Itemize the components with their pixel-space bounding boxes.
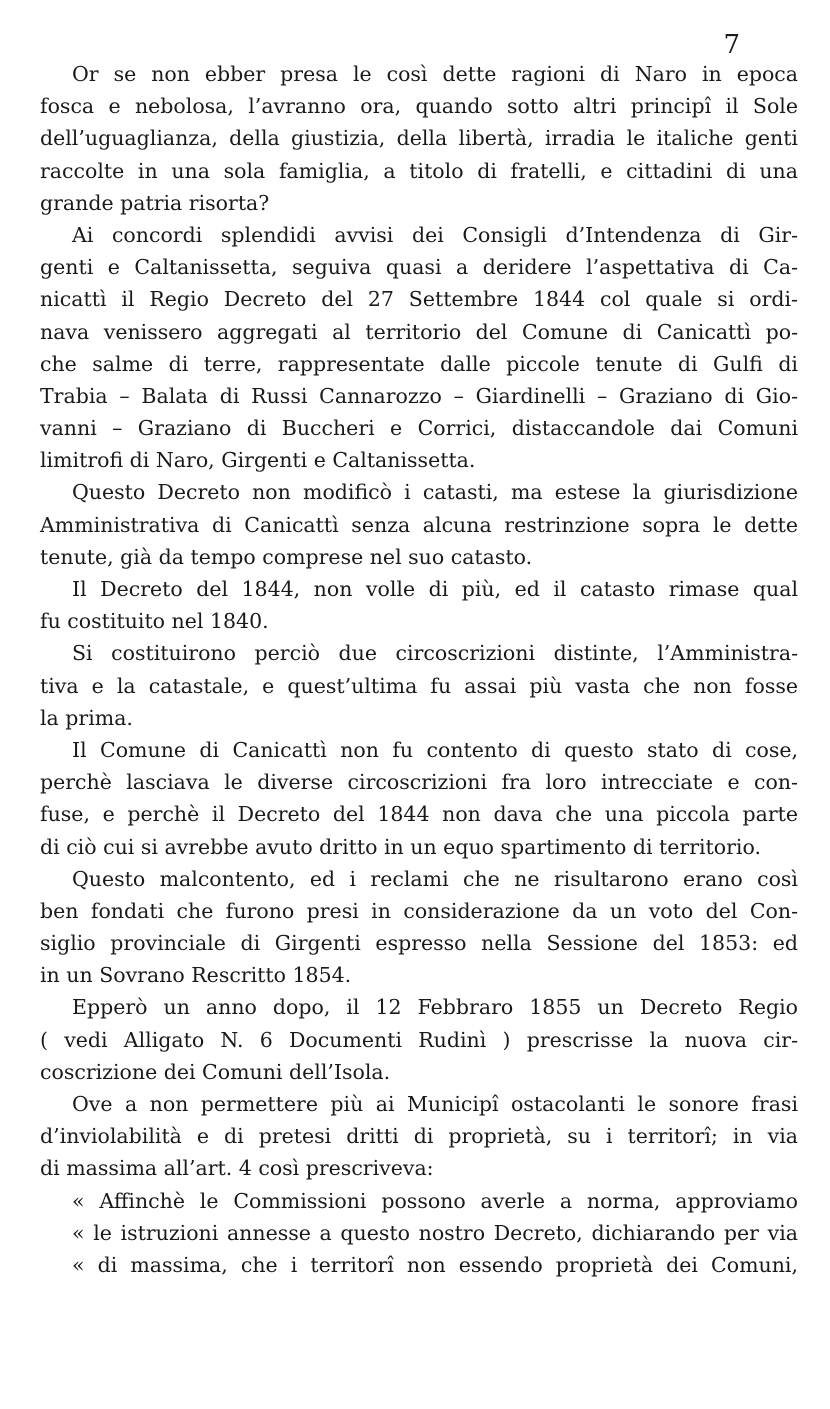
text-line: perchè lasciava le diverse circoscrizioni fra loro intrecciate e con- [40, 770, 798, 795]
text-line: Trabia – Balata di Russi Cannarozzo – Giardinelli – Graziano di Gio- [40, 383, 798, 408]
text-line: Il Decreto del 1844, non volle di più, ed il catasto rimase qual [72, 577, 798, 601]
text-line: vanni – Graziano di Buccheri e Corrici, distaccandole dai Comuni [40, 416, 798, 441]
page-number: 7 [723, 30, 740, 60]
text-line: d’inviolabilità e di pretesi dritti di proprietà, su i territorî; in via [40, 1124, 798, 1149]
text-line: la prima. [40, 705, 133, 730]
text-line: grande patria risorta? [40, 190, 270, 215]
text-line: ( vedi Alligato N. 6 Documenti Rudinì ) prescrisse la nuova cir- [40, 1027, 798, 1052]
text-line: « di massima, che i territorî non essendo proprietà dei Comuni, [72, 1252, 798, 1277]
text-line: di ciò cui si avrebbe avuto dritto in un equo spartimento di territorio. [40, 834, 761, 859]
text-line: tiva e la catastale, e quest’ultima fu assai più vasta che non fosse [40, 673, 798, 698]
text-line: dell’uguaglianza, della giustizia, della libertà, irradia le italiche genti [40, 126, 798, 151]
text-line: Questo malcontento, ed i reclami che ne risultarono erano così [72, 866, 798, 891]
text-line: tenute, già da tempo comprese nel suo catasto. [40, 544, 533, 569]
text-line: Questo Decreto non modificò i catasti, ma estese la giurisdizione [72, 480, 798, 505]
text-line: « Affinchè le Commissioni possono averle a norma, approviamo [72, 1188, 798, 1213]
body-text [40, 58, 798, 1281]
text-line: nava venissero aggregati al territorio del Comune di Canicattì po- [40, 319, 798, 344]
text-line: Or se non ebber presa le così dette ragioni di Naro in epoca [72, 62, 798, 86]
text-line: di massima all’art. 4 così prescriveva: [40, 1156, 434, 1181]
text-line: limitrofi di Naro, Girgenti e Caltanissetta. [40, 448, 476, 473]
text-line: ben fondati che furono presi in considerazione da un voto del Con- [40, 898, 798, 923]
text-line: coscrizione dei Comuni dell’Isola. [40, 1059, 391, 1084]
text-line: Epperò un anno dopo, il 12 Febbraro 1855 un Decreto Regio [72, 995, 798, 1020]
text-line: raccolte in una sola famiglia, a titolo di fratelli, e cittadini di una [40, 158, 798, 183]
text-line: che salme di terre, rappresentate dalle piccole tenute di Gulfi di [40, 351, 798, 376]
text-line: siglio provinciale di Girgenti espresso nella Sessione del 1853: ed [40, 931, 798, 956]
text-line: fuse, e perchè il Decreto del 1844 non dava che una piccola parte [40, 802, 798, 827]
text-line: Ove a non permettere più ai Municipî ostacolanti le sonore frasi [72, 1092, 798, 1116]
text-line: in un Sovrano Rescritto 1854. [40, 963, 352, 988]
text-line: genti e Caltanissetta, seguiva quasi a deridere l’aspettativa di Ca- [40, 255, 798, 280]
text-line: « le istruzioni annesse a questo nostro Decreto, dichiarando per via [72, 1220, 798, 1245]
text-line: Il Comune di Canicattì non fu contento di questo stato di cose, [72, 737, 798, 762]
text-line: Amministrativa di Canicattì senza alcuna restrinzione sopra le dette [40, 512, 798, 537]
text-line: Ai concordi splendidi avvisi dei Consigli d’Intendenza di Gir- [72, 222, 798, 247]
text-line: Si costituirono perciò due circoscrizioni distinte, l’Amministra- [72, 641, 798, 666]
text-line: fosca e nebolosa, l’avranno ora, quando sotto altri principî il Sole [40, 94, 798, 119]
text-line: nicattì il Regio Decreto del 27 Settembre 1844 col quale si ordi- [40, 287, 798, 312]
text-line: fu costituito nel 1840. [40, 609, 269, 634]
